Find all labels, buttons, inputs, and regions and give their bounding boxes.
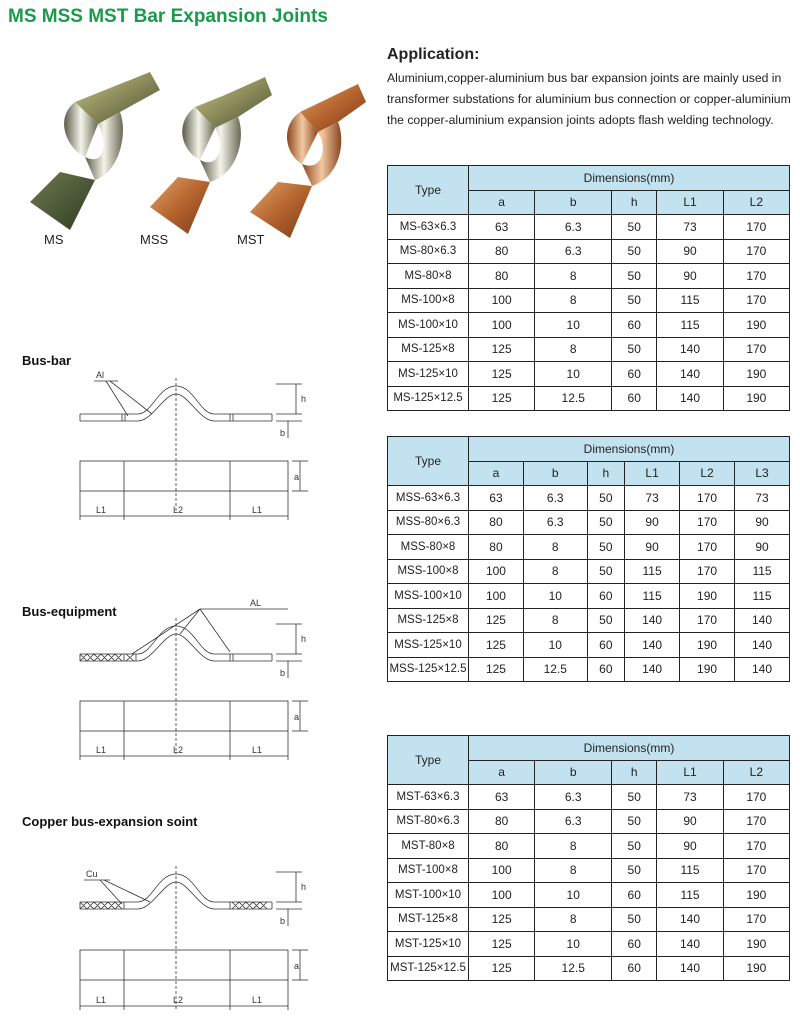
cell: 50 xyxy=(612,809,657,834)
table-row xyxy=(388,883,790,908)
dim-l1-right: L1 xyxy=(252,995,263,1005)
dim-b: b xyxy=(280,428,286,438)
dim-b: b xyxy=(280,916,286,926)
photo-ms xyxy=(30,72,160,230)
cell: 6.3 xyxy=(523,486,587,511)
type-cell: MST-125×10 xyxy=(388,932,469,957)
cell: 60 xyxy=(612,932,657,957)
table-row xyxy=(388,608,790,633)
dim-l2: L2 xyxy=(173,745,184,755)
cell: 140 xyxy=(657,907,723,932)
cell: 60 xyxy=(612,883,657,908)
cell: 125 xyxy=(469,608,524,633)
cell: 190 xyxy=(723,362,789,387)
col-header: h xyxy=(612,190,657,215)
table-row xyxy=(388,858,790,883)
cell: 90 xyxy=(657,834,723,859)
cell: 50 xyxy=(612,858,657,883)
cell: 170 xyxy=(723,785,789,810)
cell: 73 xyxy=(625,486,680,511)
cell: 50 xyxy=(612,264,657,289)
cell: 60 xyxy=(587,584,625,609)
cell: 115 xyxy=(735,584,790,609)
col-header: a xyxy=(469,760,535,785)
table-row xyxy=(388,510,790,535)
cell: 190 xyxy=(723,956,789,981)
type-cell: MS-125×12.5 xyxy=(388,386,469,411)
cell: 170 xyxy=(723,858,789,883)
diagram-heading-bus-bar: Bus-bar xyxy=(22,353,72,368)
cell: 115 xyxy=(657,858,723,883)
material-label: AL xyxy=(250,598,262,608)
cell: 140 xyxy=(625,633,680,658)
type-cell: MSS-100×10 xyxy=(388,584,469,609)
type-cell: MST-80×6.3 xyxy=(388,809,469,834)
type-cell: MSS-80×6.3 xyxy=(388,510,469,535)
table-row xyxy=(388,657,790,682)
cell: 170 xyxy=(680,535,735,560)
cell: 73 xyxy=(657,215,723,240)
cell: 115 xyxy=(657,288,723,313)
type-cell: MSS-125×10 xyxy=(388,633,469,658)
cell: 10 xyxy=(535,362,612,387)
cell: 6.3 xyxy=(535,809,612,834)
cell: 60 xyxy=(612,313,657,338)
cell: 50 xyxy=(587,535,625,560)
cell: 170 xyxy=(723,834,789,859)
cell: 170 xyxy=(723,337,789,362)
cell: 8 xyxy=(535,907,612,932)
type-cell: MSS-100×8 xyxy=(388,559,469,584)
dim-l1-left: L1 xyxy=(96,745,107,755)
cell: 80 xyxy=(469,834,535,859)
cell: 90 xyxy=(657,239,723,264)
cell: 50 xyxy=(587,608,625,633)
cell: 10 xyxy=(535,932,612,957)
table-row xyxy=(388,386,790,411)
type-cell: MS-125×8 xyxy=(388,337,469,362)
cell: 100 xyxy=(469,584,524,609)
table-row xyxy=(388,264,790,289)
mss-spec-table xyxy=(387,436,790,682)
cell: 60 xyxy=(612,362,657,387)
table-row xyxy=(388,584,790,609)
material-label: Al xyxy=(96,370,105,380)
cell: 80 xyxy=(469,809,535,834)
table-row xyxy=(388,215,790,240)
application-text: Aluminium,copper-aluminium bus bar expansion joints are mainly used in transformer substations for aluminium bus connection or copper-aluminium the copper-aluminium expansion joints adopts flash welding technology. xyxy=(387,71,791,127)
cell: 125 xyxy=(469,386,535,411)
cell: 50 xyxy=(612,785,657,810)
cell: 90 xyxy=(625,510,680,535)
cell: 115 xyxy=(735,559,790,584)
type-cell: MS-63×6.3 xyxy=(388,215,469,240)
col-header: L1 xyxy=(657,760,723,785)
dim-a: a xyxy=(294,712,300,722)
cell: 6.3 xyxy=(535,215,612,240)
type-cell: MSS-125×8 xyxy=(388,608,469,633)
table-row xyxy=(388,956,790,981)
cell: 12.5 xyxy=(523,657,587,682)
dim-l1-right: L1 xyxy=(252,745,263,755)
type-cell: MSS-63×6.3 xyxy=(388,486,469,511)
cell: 73 xyxy=(657,785,723,810)
table-row xyxy=(388,362,790,387)
col-header: a xyxy=(469,190,535,215)
cell: 140 xyxy=(625,608,680,633)
product-photo xyxy=(10,62,370,252)
cell: 50 xyxy=(612,337,657,362)
cell: 8 xyxy=(535,858,612,883)
application-heading: Application: xyxy=(387,46,480,63)
cell: 73 xyxy=(735,486,790,511)
table-row xyxy=(388,834,790,859)
col-header: L2 xyxy=(723,190,789,215)
cell: 125 xyxy=(469,907,535,932)
cell: 115 xyxy=(657,313,723,338)
cell: 140 xyxy=(735,657,790,682)
type-cell: MST-125×12.5 xyxy=(388,956,469,981)
col-header: L1 xyxy=(657,190,723,215)
cell: 10 xyxy=(535,313,612,338)
ms-spec-table xyxy=(387,165,790,411)
dim-l1-left: L1 xyxy=(96,995,107,1005)
cell: 60 xyxy=(587,657,625,682)
cell: 60 xyxy=(587,633,625,658)
table-row xyxy=(388,932,790,957)
table-row xyxy=(388,633,790,658)
cell: 90 xyxy=(625,535,680,560)
cell: 8 xyxy=(535,337,612,362)
cell: 100 xyxy=(469,883,535,908)
cell: 10 xyxy=(523,584,587,609)
cell: 6.3 xyxy=(535,785,612,810)
cell: 90 xyxy=(657,264,723,289)
cell: 63 xyxy=(469,785,535,810)
dim-h: h xyxy=(301,634,307,644)
cell: 125 xyxy=(469,362,535,387)
cell: 8 xyxy=(523,535,587,560)
type-cell: MST-100×8 xyxy=(388,858,469,883)
cell: 80 xyxy=(469,239,535,264)
cell: 80 xyxy=(469,535,524,560)
table-row xyxy=(388,337,790,362)
photo-mst xyxy=(250,84,366,238)
cell: 190 xyxy=(680,633,735,658)
cell: 190 xyxy=(680,584,735,609)
bus-equipment-diagram xyxy=(70,594,330,764)
cell: 50 xyxy=(612,834,657,859)
col-header: b xyxy=(535,760,612,785)
diagram-heading-copper: Copper bus-expansion soint xyxy=(22,814,198,829)
cell: 170 xyxy=(723,264,789,289)
cell: 8 xyxy=(535,834,612,859)
cell: 80 xyxy=(469,510,524,535)
dim-a: a xyxy=(294,472,300,482)
cell: 8 xyxy=(523,608,587,633)
cell: 8 xyxy=(535,288,612,313)
cell: 50 xyxy=(612,288,657,313)
table-row xyxy=(388,313,790,338)
cell: 90 xyxy=(657,809,723,834)
dim-h: h xyxy=(301,394,307,404)
caption-mst: MST xyxy=(237,232,265,247)
cell: 50 xyxy=(587,559,625,584)
dimensions-header: Dimensions(mm) xyxy=(469,166,790,191)
cell: 100 xyxy=(469,313,535,338)
cell: 170 xyxy=(723,215,789,240)
cell: 63 xyxy=(469,486,524,511)
col-header: L2 xyxy=(723,760,789,785)
cell: 10 xyxy=(523,633,587,658)
cell: 90 xyxy=(735,510,790,535)
cell: 125 xyxy=(469,657,524,682)
type-cell: MS-125×10 xyxy=(388,362,469,387)
cell: 125 xyxy=(469,633,524,658)
mst-spec-table xyxy=(387,735,790,981)
copper-diagram xyxy=(70,860,330,1020)
cell: 60 xyxy=(612,386,657,411)
cell: 50 xyxy=(587,486,625,511)
cell: 170 xyxy=(680,486,735,511)
caption-ms: MS xyxy=(44,232,64,247)
cell: 170 xyxy=(723,288,789,313)
cell: 50 xyxy=(612,215,657,240)
cell: 140 xyxy=(657,337,723,362)
cell: 12.5 xyxy=(535,386,612,411)
table-row xyxy=(388,785,790,810)
cell: 90 xyxy=(735,535,790,560)
type-cell: MS-100×8 xyxy=(388,288,469,313)
type-cell: MST-125×8 xyxy=(388,907,469,932)
type-cell: MSS-80×8 xyxy=(388,535,469,560)
dim-l2: L2 xyxy=(173,995,184,1005)
page-title: MS MSS MST Bar Expansion Joints xyxy=(8,6,328,27)
table-row xyxy=(388,809,790,834)
col-header: h xyxy=(587,461,625,486)
cell: 6.3 xyxy=(535,239,612,264)
cell: 50 xyxy=(587,510,625,535)
cell: 100 xyxy=(469,559,524,584)
col-header: h xyxy=(612,760,657,785)
type-cell: MS-80×6.3 xyxy=(388,239,469,264)
cell: 170 xyxy=(680,559,735,584)
dimensions-header: Dimensions(mm) xyxy=(469,736,790,761)
material-label: Cu xyxy=(86,869,98,879)
cell: 140 xyxy=(657,386,723,411)
col-header: L1 xyxy=(625,461,680,486)
col-header: L3 xyxy=(735,461,790,486)
cell: 140 xyxy=(657,362,723,387)
cell: 140 xyxy=(735,633,790,658)
cell: 125 xyxy=(469,956,535,981)
cell: 100 xyxy=(469,858,535,883)
cell: 140 xyxy=(625,657,680,682)
dim-h: h xyxy=(301,882,307,892)
dim-l1-left: L1 xyxy=(96,505,107,515)
diagram-heading-bus-equipment: Bus-equipment xyxy=(22,604,117,619)
table-row xyxy=(388,907,790,932)
cell: 63 xyxy=(469,215,535,240)
type-cell: MST-63×6.3 xyxy=(388,785,469,810)
table-row xyxy=(388,239,790,264)
dim-l2: L2 xyxy=(173,505,184,515)
dim-a: a xyxy=(294,961,300,971)
cell: 10 xyxy=(535,883,612,908)
cell: 190 xyxy=(723,932,789,957)
cell: 170 xyxy=(680,608,735,633)
cell: 115 xyxy=(657,883,723,908)
col-header: a xyxy=(469,461,524,486)
type-cell: MS-100×10 xyxy=(388,313,469,338)
type-cell: MST-80×8 xyxy=(388,834,469,859)
cell: 140 xyxy=(657,956,723,981)
type-cell: MST-100×10 xyxy=(388,883,469,908)
cell: 140 xyxy=(735,608,790,633)
cell: 190 xyxy=(723,386,789,411)
cell: 190 xyxy=(723,883,789,908)
table-row xyxy=(388,535,790,560)
table-row xyxy=(388,288,790,313)
col-header: b xyxy=(523,461,587,486)
cell: 125 xyxy=(469,932,535,957)
type-header: Type xyxy=(388,437,469,486)
cell: 190 xyxy=(723,313,789,338)
col-header: L2 xyxy=(680,461,735,486)
type-header: Type xyxy=(388,736,469,785)
cell: 170 xyxy=(723,809,789,834)
cell: 8 xyxy=(535,264,612,289)
cell: 115 xyxy=(625,584,680,609)
table-row xyxy=(388,559,790,584)
cell: 140 xyxy=(657,932,723,957)
cell: 6.3 xyxy=(523,510,587,535)
cell: 12.5 xyxy=(535,956,612,981)
cell: 50 xyxy=(612,239,657,264)
cell: 125 xyxy=(469,337,535,362)
type-cell: MSS-125×12.5 xyxy=(388,657,469,682)
type-header: Type xyxy=(388,166,469,215)
cell: 80 xyxy=(469,264,535,289)
dimensions-header: Dimensions(mm) xyxy=(469,437,790,462)
cell: 115 xyxy=(625,559,680,584)
cell: 60 xyxy=(612,956,657,981)
cell: 170 xyxy=(723,907,789,932)
caption-mss: MSS xyxy=(140,232,169,247)
type-cell: MS-80×8 xyxy=(388,264,469,289)
cell: 50 xyxy=(612,907,657,932)
cell: 170 xyxy=(680,510,735,535)
cell: 190 xyxy=(680,657,735,682)
cell: 100 xyxy=(469,288,535,313)
cell: 170 xyxy=(723,239,789,264)
table-row xyxy=(388,486,790,511)
cell: 8 xyxy=(523,559,587,584)
bus-bar-diagram xyxy=(70,368,330,528)
dim-l1-right: L1 xyxy=(252,505,263,515)
col-header: b xyxy=(535,190,612,215)
dim-b: b xyxy=(280,668,286,678)
